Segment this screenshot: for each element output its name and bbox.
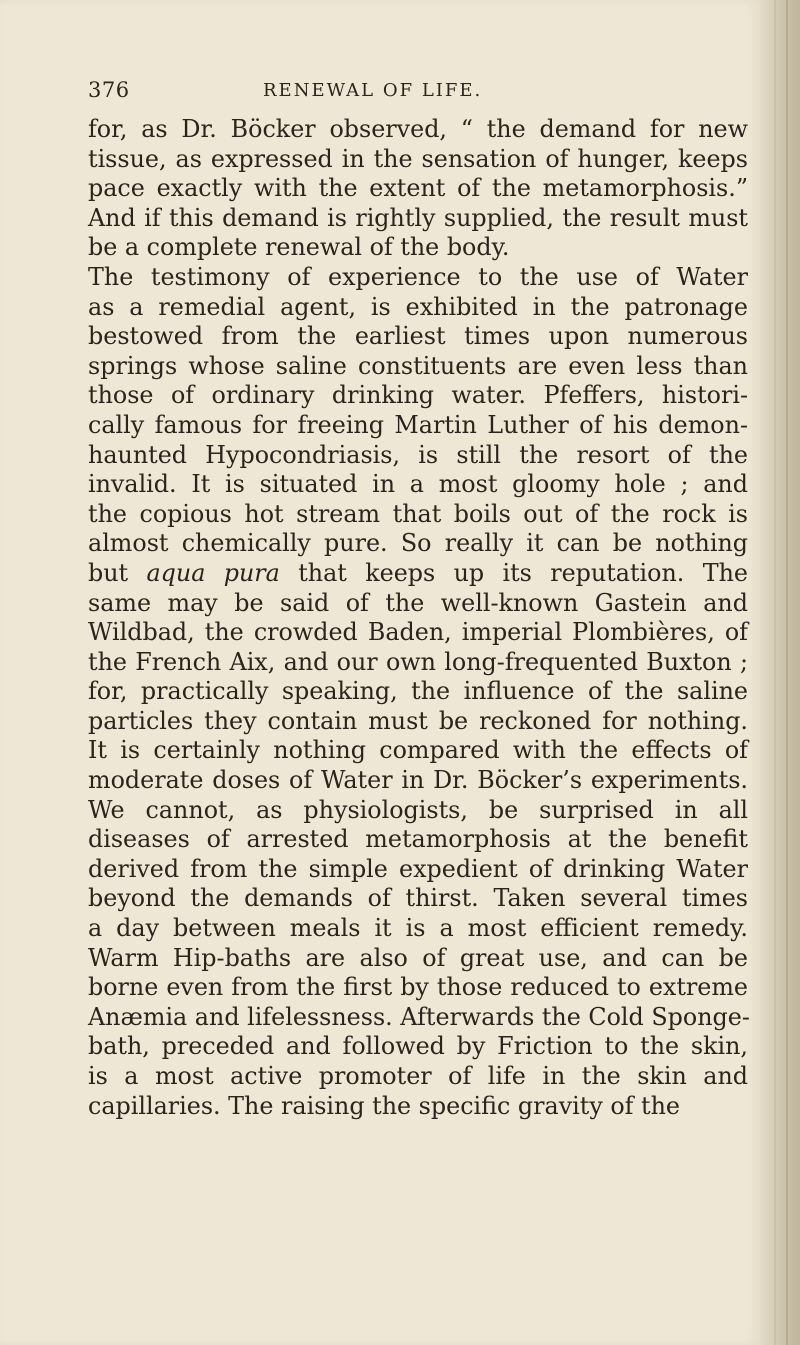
text-line-8: bestowed from the earliest times upon numerous [88,322,748,351]
text-line-33: is a most active promoter of life in the skin and [88,1062,748,1090]
text-line-6: The testimony of experience to the use of Water [88,262,748,291]
text-line-15: almost chemically pure. So really it can be nothing [88,529,748,558]
text-line-22: It is certainly nothing compared with the effects of [88,736,748,765]
text-line-17: same may be said of the well-known Gastein and [88,588,748,617]
text-line-26: derived from the simple expedient of drinking Water [88,854,748,883]
text-line-10: those of ordinary drinking water. Pfeffers, histori- [88,381,748,410]
page-header [88,78,748,106]
body-text [88,115,748,1121]
text-line-16-before: but [88,558,147,587]
text-line-29: Warm Hip-baths are also of great use, and can be [88,943,748,972]
text-line-19: the French Aix, and our own long-frequented Buxton ; [88,647,748,676]
text-line-30: borne even from the first by those reduced to extreme [88,973,748,1002]
page-number: 376 [88,78,130,102]
page-edge-line [786,0,788,1345]
text-line-18: Wildbad, the crowded Baden, imperial Plombières, of [88,618,748,647]
text-line-9: springs whose saline constituents are even less than [88,351,748,380]
text-line-13: invalid. It is situated in a most gloomy hole ; and [88,470,748,499]
text-line-5: be a complete renewal of the body. [88,233,510,262]
text-line-7: as a remedial agent, is exhibited in the patronage [88,292,748,321]
text-line-12: haunted Hypocondriasis, is still the resort of the [88,440,748,469]
text-line-3: pace exactly with the extent of the metamorphosis.” [88,174,748,203]
text-line-34: capillaries. The raising the specific gravity of the [88,1091,681,1120]
text-line-14: the copious hot stream that boils out of the rock is [88,499,748,528]
running-title: RENEWAL OF LIFE. [263,80,483,101]
italic-phrase: aqua pura [146,558,280,587]
book-page-edge [760,0,800,1345]
text-line-31: Anæmia and lifelessness. Afterwards the Cold Sponge- [88,1002,750,1031]
text-line-32: bath, preceded and followed by Friction to the skin, [88,1032,748,1061]
text-line-27: beyond the demands of thirst. Taken several times [88,884,748,913]
text-line-4: And if this demand is rightly supplied, the result must [88,203,748,232]
text-line-25: diseases of arrested metamorphosis at the benefit [88,825,748,854]
text-line-23: moderate doses of Water in Dr. Böcker’s experiments. [88,766,748,795]
text-line-20: for, practically speaking, the influence of the saline [88,677,748,706]
text-line-1: for, as Dr. Böcker observed, “ the demand for new [88,115,748,143]
text-line-24: We cannot, as physiologists, be surprised in all [88,795,748,824]
text-line-28: a day between meals it is a most efficient remedy. [88,914,748,943]
page-edge-line-secondary [774,0,776,1345]
text-line-21: particles they contain must be reckoned for nothing. [88,706,748,735]
text-line-2: tissue, as expressed in the sensation of hunger, keeps [88,144,748,173]
text-line-16 [88,559,748,589]
text-line-11: cally famous for freeing Martin Luther of his demon- [88,410,748,439]
text-line-16-after: that keeps up its reputation. The [279,558,748,587]
